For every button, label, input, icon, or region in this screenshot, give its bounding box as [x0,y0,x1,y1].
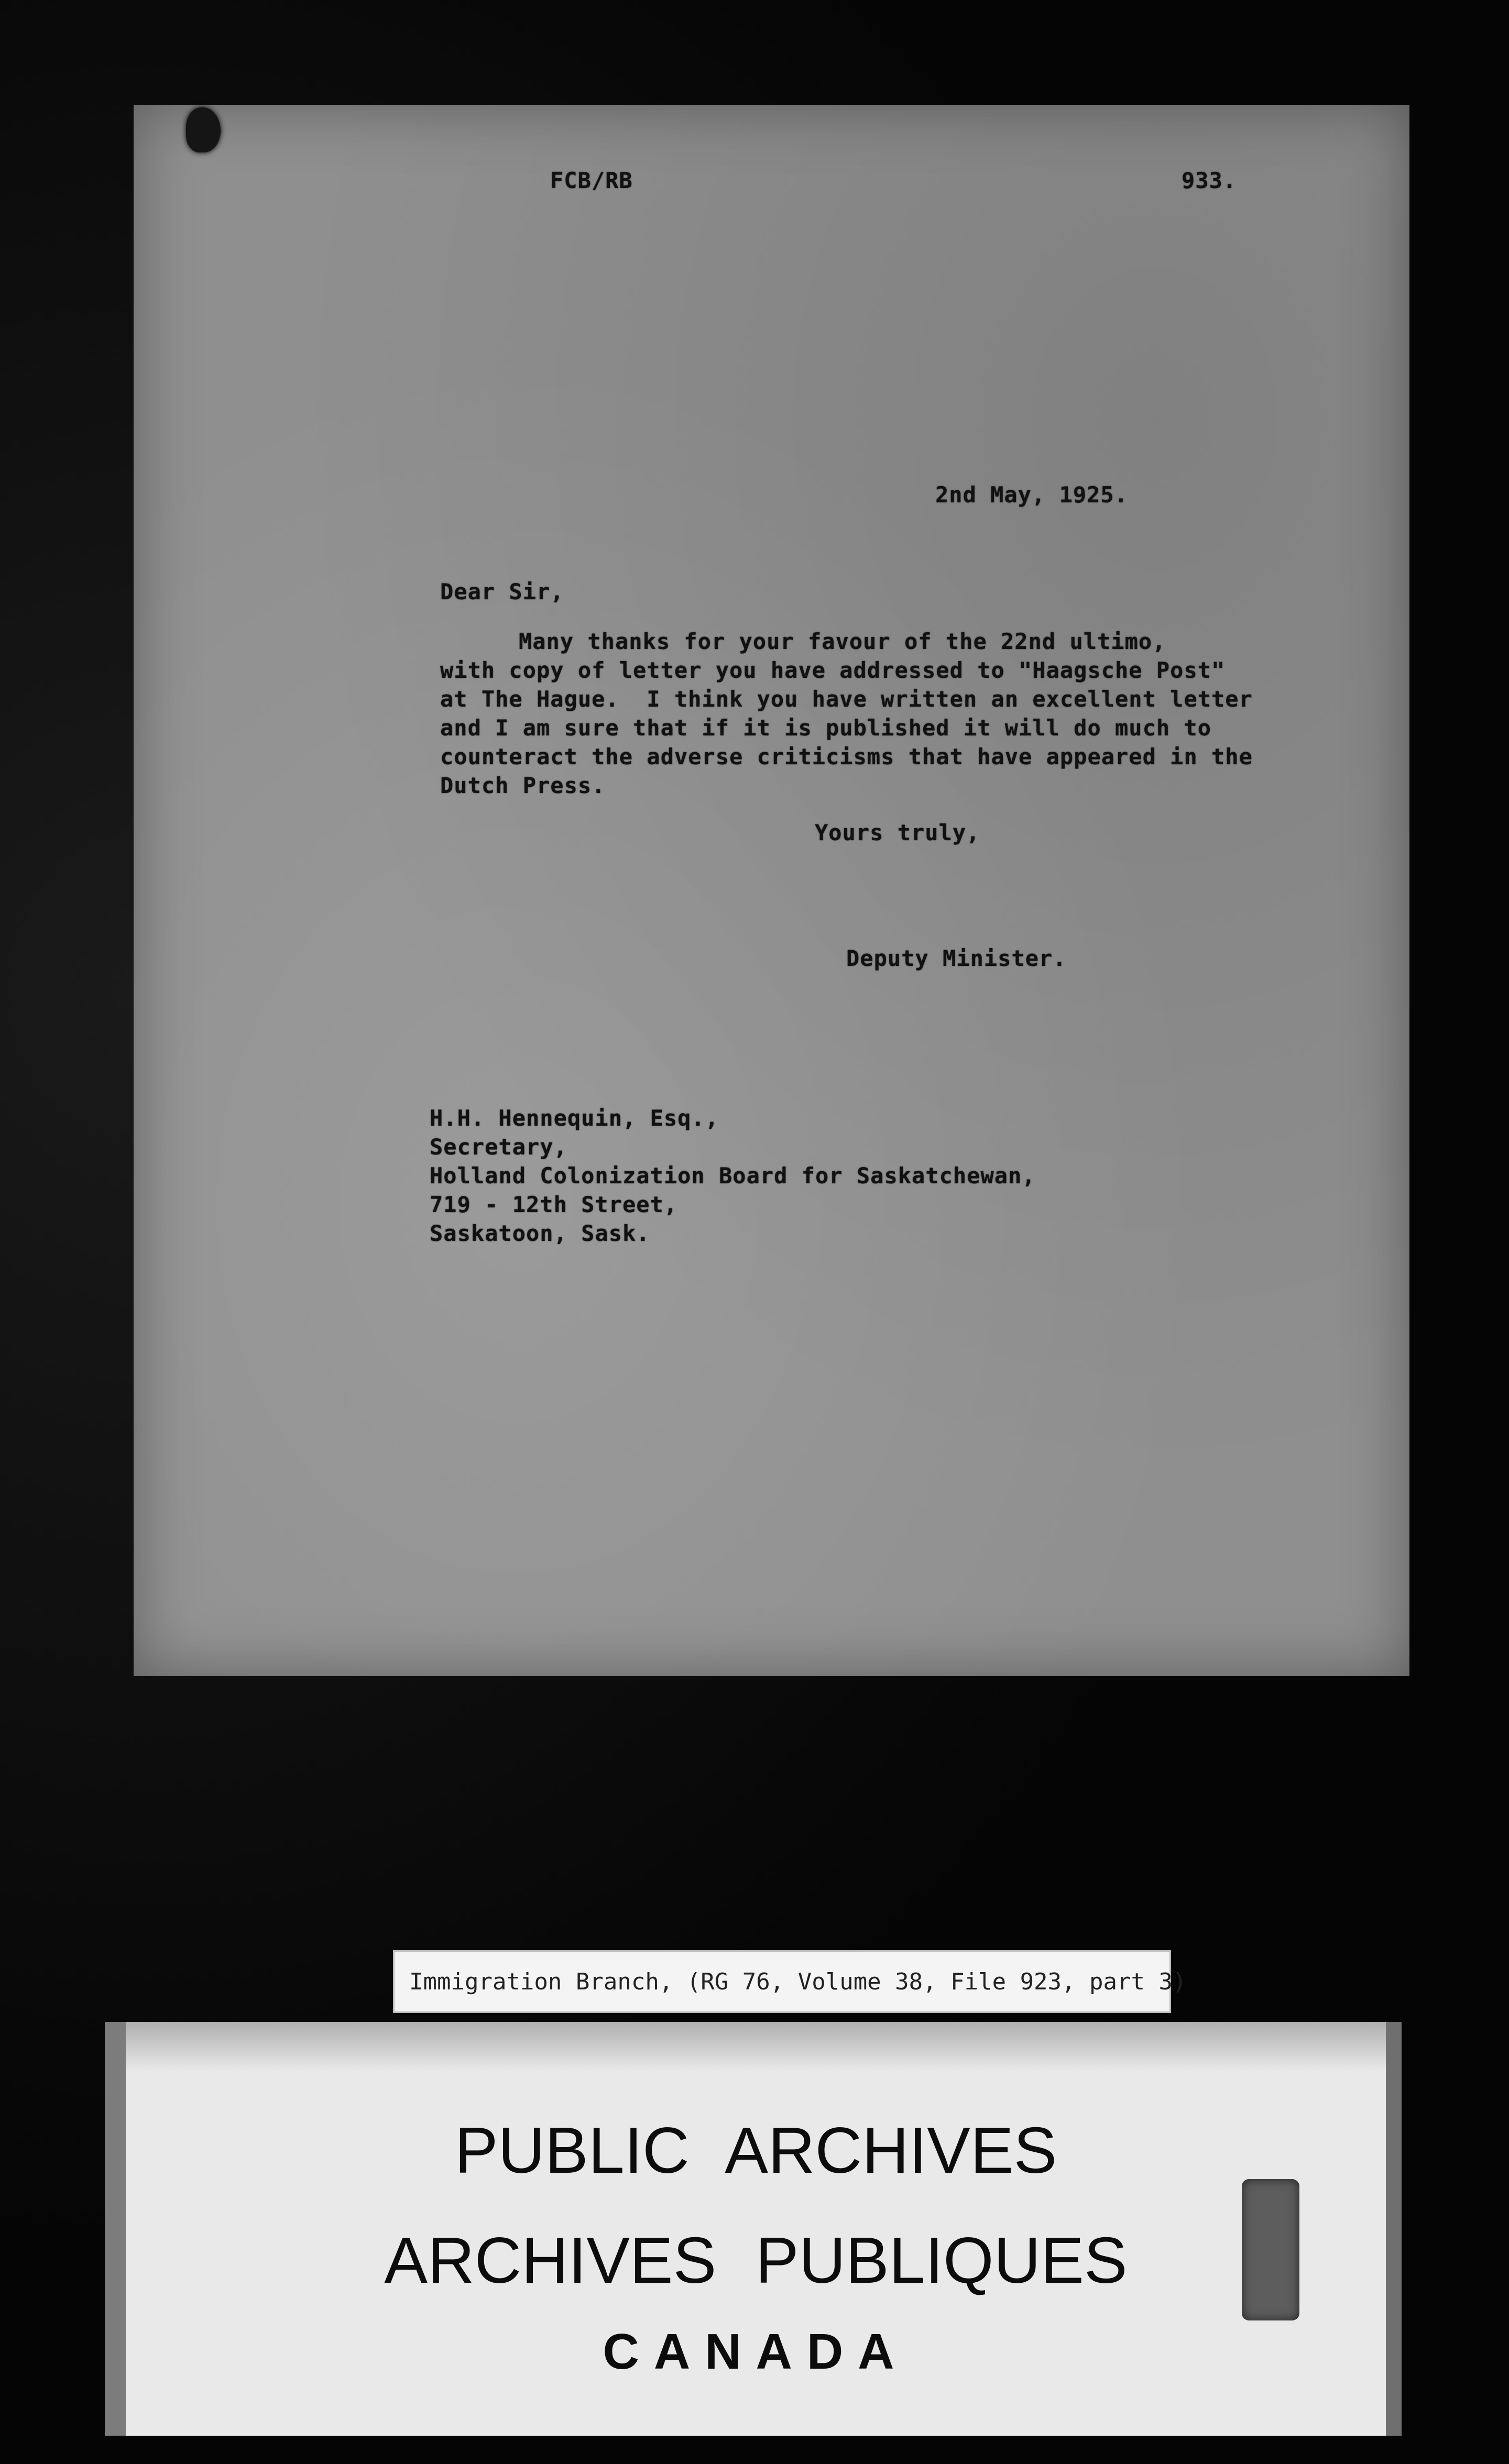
body-line: at The Hague. I think you have written an excellent letter [440,686,1253,712]
archives-banner [105,2022,1402,2436]
signature-title: Deputy Minister. [846,945,1067,971]
body-line: Dutch Press. [440,773,606,798]
body-line: Many thanks for your favour of the 22nd ultimo, [519,629,1166,654]
archives-country: CANADA [603,2324,909,2380]
punch-hole [186,107,221,152]
body-line: and I am sure that if it is published it will do much to [440,715,1212,741]
tape-mark [1242,2179,1299,2320]
letter-date: 2nd May, 1925. [935,482,1129,508]
address-line: Holland Colonization Board for Saskatchewan, [430,1163,1036,1189]
address-line: H.H. Hennequin, Esq., [430,1105,719,1131]
address-line: Secretary, [430,1134,567,1160]
archives-title-english: PUBLIC ARCHIVES [454,2115,1057,2187]
page-number: 933. [1182,168,1237,193]
letter-page [134,105,1409,1676]
closing: Yours truly, [815,820,980,845]
salutation: Dear Sir, [440,579,564,604]
body-line: with copy of letter you have addressed to "Haagsche Post" [440,657,1226,683]
address-line: 719 - 12th Street, [430,1192,678,1217]
file-reference: FCB/RB [550,168,633,193]
archives-title-french: ARCHIVES PUBLIQUES [384,2225,1128,2297]
archive-reference-label: Immigration Branch, (RG 76, Volume 38, File 923, part 3) [393,1950,1171,2013]
address-line: Saskatoon, Sask. [430,1220,650,1246]
body-line: counteract the adverse criticisms that have appeared in the [440,744,1253,769]
